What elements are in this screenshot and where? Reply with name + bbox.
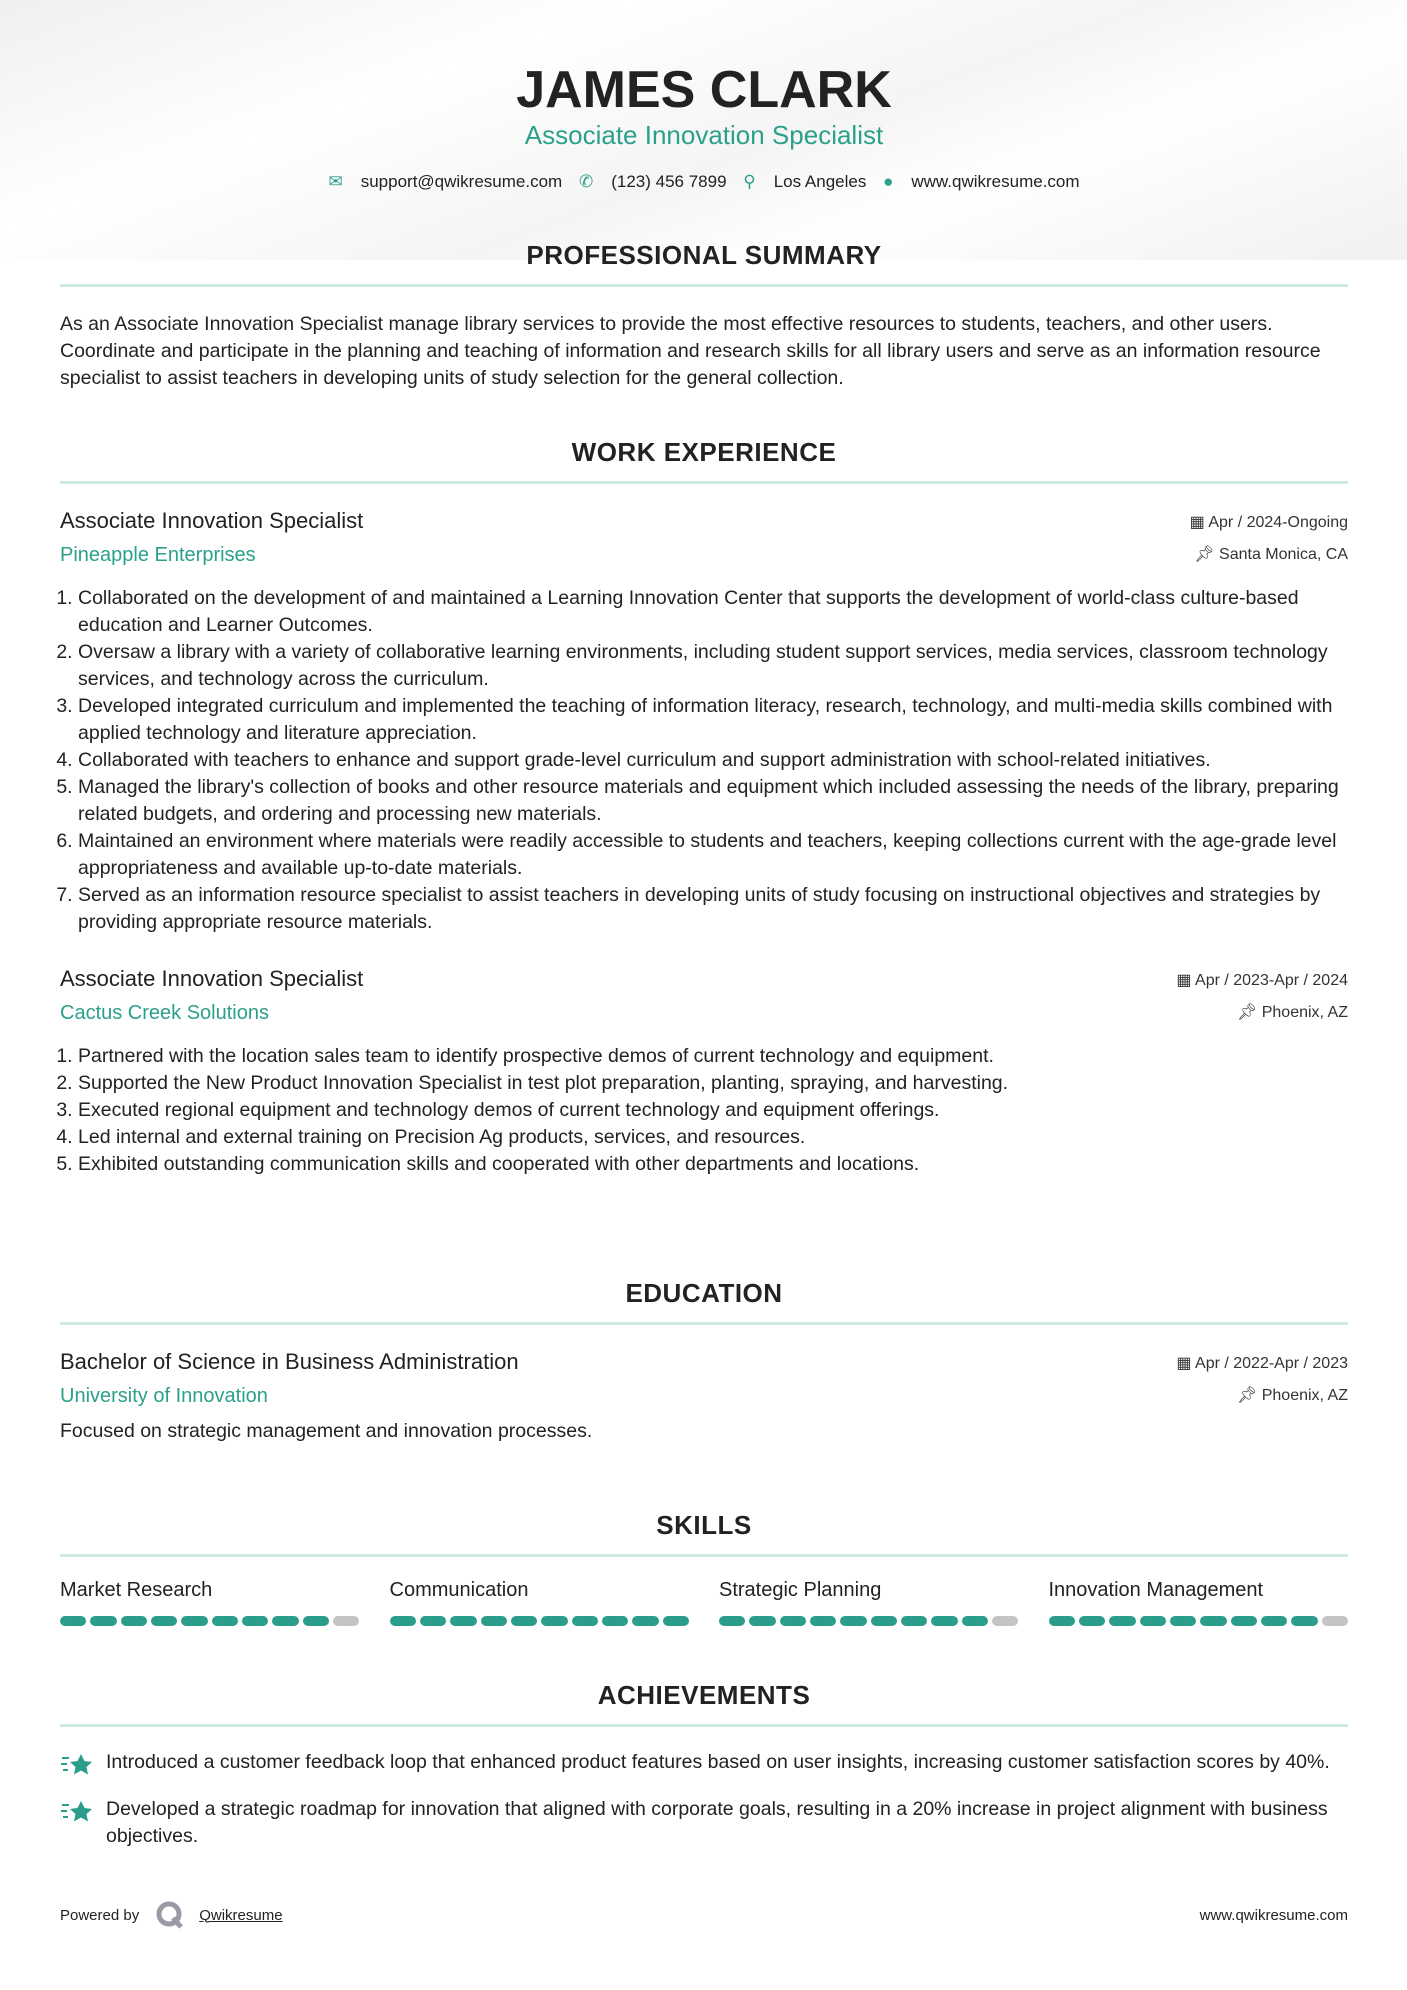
job-title: Associate Innovation Specialist bbox=[60, 966, 364, 991]
skill-segment-filled bbox=[212, 1616, 238, 1626]
divider bbox=[60, 1554, 1348, 1557]
skill-segment-filled bbox=[511, 1616, 537, 1626]
skill-segment-filled bbox=[749, 1616, 775, 1626]
skill-segment-filled bbox=[962, 1616, 988, 1626]
contact-bar bbox=[60, 172, 1348, 192]
skill-segment-filled bbox=[450, 1616, 476, 1626]
job-location: 📌︎ Santa Monica, CA bbox=[1194, 546, 1348, 563]
skill-segment-filled bbox=[572, 1616, 598, 1626]
skill-name: Communication bbox=[389, 1579, 529, 1601]
skill-segment-filled bbox=[840, 1616, 866, 1626]
school: University of Innovation bbox=[60, 1385, 268, 1407]
footer bbox=[60, 1900, 1348, 1930]
section-heading: WORK EXPERIENCE bbox=[571, 437, 837, 467]
website[interactable]: www.qwikresume.com bbox=[911, 172, 1080, 191]
skill-segment-filled bbox=[90, 1616, 116, 1626]
skill-item bbox=[390, 1579, 690, 1626]
list-item: 4. Led internal and external training on Precision Ag products, services, and resources. bbox=[78, 1124, 1348, 1151]
skill-level-bar bbox=[1049, 1616, 1349, 1626]
phone: (123) 456 7899 bbox=[611, 172, 727, 191]
list-item: 6. Maintained an environment where materials were readily accessible to students and teachers, keeping collections current with the age-grade level appropriateness and available up-to-date materials. bbox=[78, 828, 1348, 882]
job-entry bbox=[60, 508, 1348, 936]
star-icon bbox=[60, 1799, 94, 1825]
pin-icon: 📌︎ bbox=[1194, 546, 1220, 563]
skill-segment-filled bbox=[1049, 1616, 1075, 1626]
skills-section bbox=[60, 1510, 1348, 1626]
qwikresume-logo-icon bbox=[155, 1900, 185, 1930]
skill-segment-filled bbox=[151, 1616, 177, 1626]
job-location: 📌︎ Phoenix, AZ bbox=[1236, 1004, 1348, 1021]
experience-section bbox=[60, 437, 1348, 1178]
skill-item bbox=[1049, 1579, 1349, 1626]
pin-icon: 📌︎ bbox=[1236, 1387, 1262, 1404]
list-item: 2. Supported the New Product Innovation Specialist in test plot preparation, planting, spraying, and harvesting. bbox=[78, 1070, 1348, 1097]
skill-segment-filled bbox=[780, 1616, 806, 1626]
summary-text: As an Associate Innovation Specialist manage library services to provide the most effective resources to students, teachers, and other users. Coordinate and participate in the planning and teaching of information and research skills for all library users and serve as an information resource specialist to assist teachers in developing units of study selection for the general collection. bbox=[60, 313, 1321, 389]
skill-segment-filled bbox=[481, 1616, 507, 1626]
divider bbox=[60, 481, 1348, 484]
calendar-icon: ▦ bbox=[1176, 1355, 1196, 1372]
skill-segment-filled bbox=[390, 1616, 416, 1626]
education-section bbox=[60, 1278, 1348, 1445]
skill-segment-filled bbox=[931, 1616, 957, 1626]
divider bbox=[60, 284, 1348, 287]
list-item: 3. Executed regional equipment and technology demos of current technology and equipment offerings. bbox=[78, 1097, 1348, 1124]
list-item: 3. Developed integrated curriculum and implemented the teaching of information literacy, research, technology, and multi-media skills combined with applied technology and literature appreciation. bbox=[78, 693, 1348, 747]
skill-segment-empty bbox=[333, 1616, 359, 1626]
pin-icon: 📌︎ bbox=[1236, 1004, 1262, 1021]
skill-segment-filled bbox=[1170, 1616, 1196, 1626]
job-dates: ▦ Apr / 2024-Ongoing bbox=[1189, 514, 1348, 531]
calendar-icon: ▦ bbox=[1189, 514, 1209, 531]
job-title: Associate Innovation Specialist bbox=[60, 508, 364, 533]
email-icon: ✉ bbox=[328, 172, 343, 191]
calendar-icon: ▦ bbox=[1176, 972, 1196, 989]
achievement-item: Introduced a customer feedback loop that enhanced product features based on user insights, increasing customer satisfaction scores by 40%. bbox=[60, 1749, 1348, 1778]
skill-segment-filled bbox=[1200, 1616, 1226, 1626]
section-heading: SKILLS bbox=[656, 1510, 752, 1540]
skill-segment-filled bbox=[60, 1616, 86, 1626]
list-item: 1. Collaborated on the development of and maintained a Learning Innovation Center that supports the development of world-class culture-based education and Learner Outcomes. bbox=[78, 585, 1348, 639]
footer-website[interactable]: www.qwikresume.com bbox=[1199, 1906, 1348, 1924]
skill-segment-filled bbox=[719, 1616, 745, 1626]
globe-icon: ● bbox=[883, 172, 894, 191]
skill-segment-filled bbox=[541, 1616, 567, 1626]
achievement-item: Developed a strategic roadmap for innovation that aligned with corporate goals, resulting in a 20% increase in project alignment with business objectives. bbox=[60, 1796, 1348, 1850]
education-description: Focused on strategic management and innovation processes. bbox=[60, 1420, 593, 1442]
skill-segment-filled bbox=[1291, 1616, 1317, 1626]
list-item: 2. Oversaw a library with a variety of collaborative learning environments, including student support services, media services, classroom technology services, and technology across the curriculum. bbox=[78, 639, 1348, 693]
company: Pineapple Enterprises bbox=[60, 544, 256, 566]
list-item: 5. Managed the library's collection of books and other resource materials and equipment which included assessing the needs of the library, preparing related budgets, and ordering and processing new materials. bbox=[78, 774, 1348, 828]
star-icon bbox=[60, 1752, 94, 1778]
education-location: 📌︎ Phoenix, AZ bbox=[1236, 1387, 1348, 1404]
skill-segment-empty bbox=[992, 1616, 1018, 1626]
skill-segment-filled bbox=[1109, 1616, 1135, 1626]
skill-segment-filled bbox=[420, 1616, 446, 1626]
skill-segment-filled bbox=[242, 1616, 268, 1626]
skill-level-bar bbox=[719, 1616, 1019, 1626]
list-item: 5. Exhibited outstanding communication skills and cooperated with other departments and locations. bbox=[78, 1151, 1348, 1178]
degree: Bachelor of Science in Business Administration bbox=[60, 1349, 519, 1374]
skill-segment-filled bbox=[810, 1616, 836, 1626]
skill-level-bar bbox=[60, 1616, 360, 1626]
company: Cactus Creek Solutions bbox=[60, 1002, 269, 1024]
skills-list bbox=[60, 1579, 1348, 1626]
skill-level-bar bbox=[390, 1616, 690, 1626]
list-item: 1. Partnered with the location sales team to identify prospective demos of current technology and equipment. bbox=[78, 1043, 1348, 1070]
location: Los Angeles bbox=[773, 172, 867, 191]
skill-segment-filled bbox=[1261, 1616, 1287, 1626]
email[interactable]: support@qwikresume.com bbox=[360, 172, 563, 191]
achievements-section bbox=[60, 1680, 1348, 1850]
skill-name: Strategic Planning bbox=[719, 1579, 882, 1601]
divider bbox=[60, 1322, 1348, 1325]
section-heading: EDUCATION bbox=[625, 1278, 783, 1308]
job-bullets bbox=[60, 585, 1348, 936]
skill-item bbox=[60, 1579, 360, 1626]
skill-segment-filled bbox=[1079, 1616, 1105, 1626]
job-entry bbox=[60, 966, 1348, 1178]
skill-segment-filled bbox=[663, 1616, 689, 1626]
skill-segment-filled bbox=[303, 1616, 329, 1626]
skill-segment-filled bbox=[1140, 1616, 1166, 1626]
education-dates: ▦ Apr / 2022-Apr / 2023 bbox=[1176, 1355, 1348, 1372]
powered-by-label: Powered by bbox=[60, 1906, 140, 1924]
skill-segment-filled bbox=[121, 1616, 147, 1626]
section-heading: PROFESSIONAL SUMMARY bbox=[526, 240, 882, 270]
education-entry bbox=[60, 1349, 1348, 1445]
skill-item bbox=[719, 1579, 1019, 1626]
location-pin-icon: ⚲ bbox=[743, 172, 756, 191]
qwikresume-link[interactable]: Qwikresume bbox=[199, 1906, 283, 1924]
phone-icon: ✆ bbox=[578, 172, 594, 191]
list-item: 7. Served as an information resource specialist to assist teachers in developing units of study focusing on instructional objectives and strategies by providing appropriate resource materials. bbox=[78, 882, 1348, 936]
skill-segment-filled bbox=[1231, 1616, 1257, 1626]
skill-segment-empty bbox=[1322, 1616, 1348, 1626]
candidate-name: JAMES CLARK bbox=[516, 61, 892, 119]
skill-segment-filled bbox=[871, 1616, 897, 1626]
skill-name: Market Research bbox=[60, 1579, 213, 1601]
skill-segment-filled bbox=[272, 1616, 298, 1626]
skill-segment-filled bbox=[602, 1616, 628, 1626]
candidate-title: Associate Innovation Specialist bbox=[524, 120, 884, 150]
list-item: 4. Collaborated with teachers to enhance and support grade-level curriculum and support administration with school-related initiatives. bbox=[78, 747, 1348, 774]
summary-section bbox=[60, 240, 1348, 392]
skill-segment-filled bbox=[632, 1616, 658, 1626]
section-heading: ACHIEVEMENTS bbox=[597, 1680, 811, 1710]
skill-name: Innovation Management bbox=[1048, 1579, 1264, 1601]
job-dates: ▦ Apr / 2023-Apr / 2024 bbox=[1176, 972, 1348, 989]
skill-segment-filled bbox=[181, 1616, 207, 1626]
skill-segment-filled bbox=[901, 1616, 927, 1626]
job-bullets bbox=[60, 1043, 1348, 1178]
divider bbox=[60, 1724, 1348, 1727]
